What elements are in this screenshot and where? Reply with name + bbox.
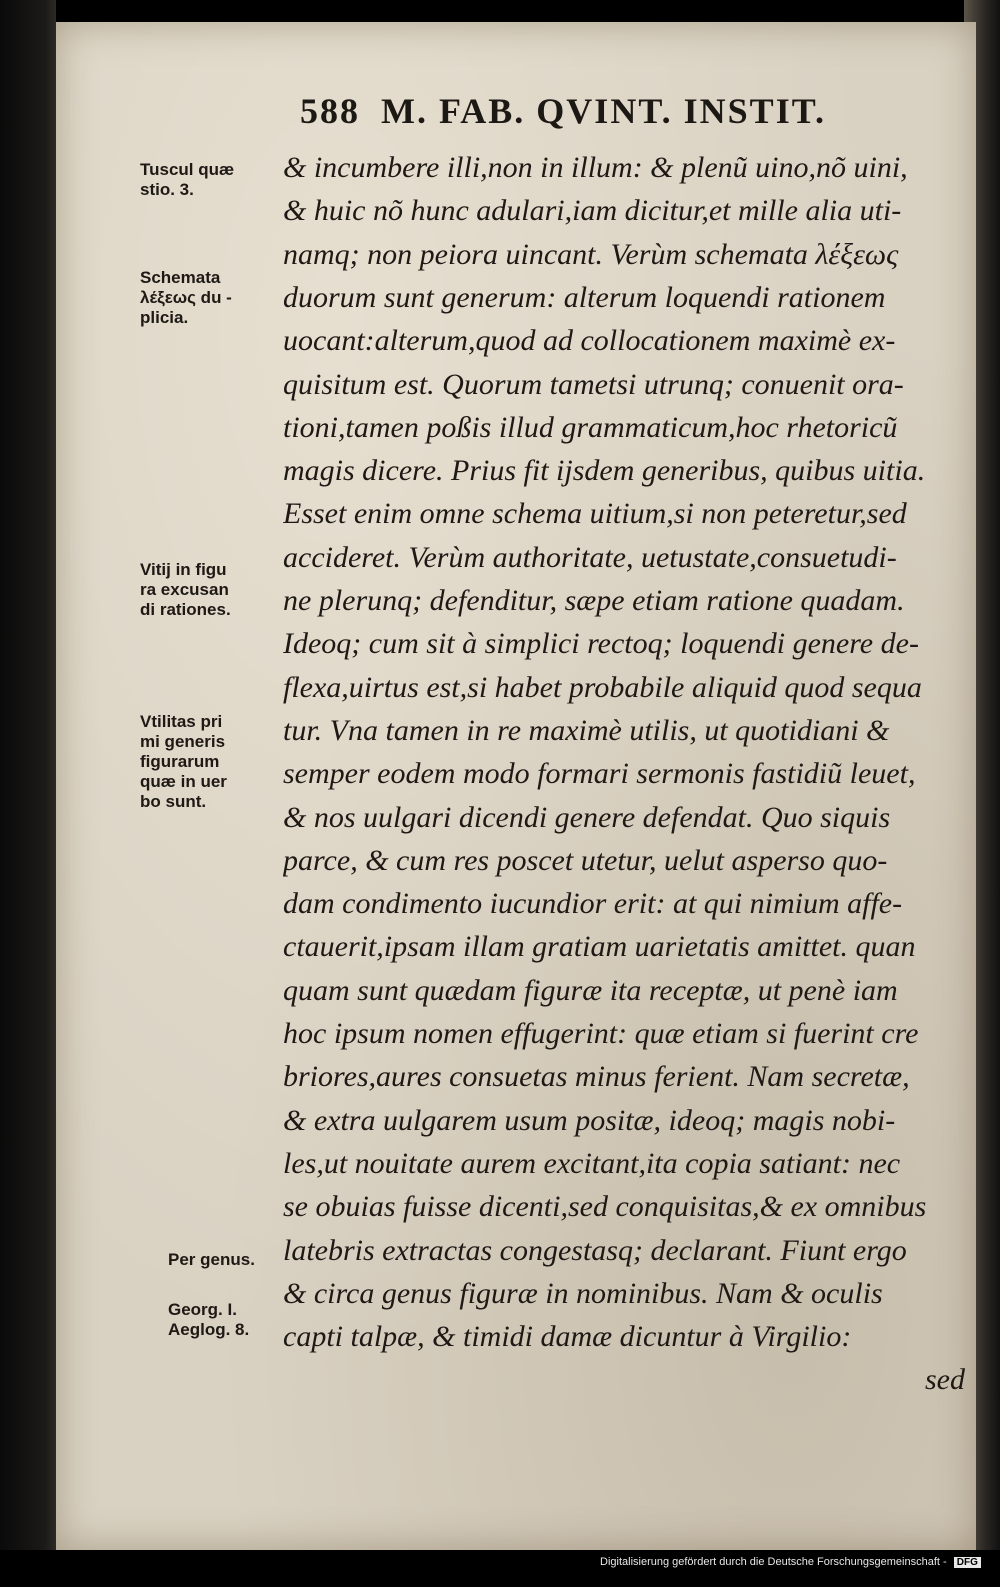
margin-note-line: mi generis xyxy=(140,732,226,751)
margin-note-line: λέξεως du - xyxy=(140,288,232,307)
text-line: & nos uulgari dicendi genere defendat. Quo siquis xyxy=(283,801,891,834)
text-line: sed xyxy=(925,1364,965,1397)
margin-note-line: Vtilitas pri xyxy=(140,712,223,731)
book-left-edge xyxy=(0,0,56,1550)
margin-note-line: plicia. xyxy=(140,308,189,327)
margin-note-line: Tuscul quæ xyxy=(140,160,235,179)
margin-note-line: bo sunt. xyxy=(140,792,207,811)
text-line: latebris extractas congestasq; declarant. Fiunt ergo xyxy=(283,1234,907,1267)
credit-text: Digitalisierung gefördert durch die Deutsche Forschungsgemeinschaft - xyxy=(600,1556,947,1568)
page-header xyxy=(300,90,920,132)
text-line: hoc ipsum nomen effugerint: quæ etiam si fuerint cre xyxy=(283,1018,919,1050)
text-line: semper eodem modo formari sermonis fastidiũ leuet, xyxy=(283,758,916,791)
text-line: quisitum est. Quorum tametsi utrunq; conuenit ora- xyxy=(283,368,904,401)
text-line: ne plerunq; defenditur, sæpe etiam ratione quadam. xyxy=(283,585,905,617)
margin-note-line: ra excusan xyxy=(140,580,229,599)
text-line: & huic nõ hunc adulari,iam dicitur,et mille alia uti- xyxy=(283,195,902,228)
text-line: dam condimento iucundior erit: at qui nimium affe- xyxy=(283,888,903,921)
text-line: uocant:alterum,quod ad collocationem maximè ex- xyxy=(283,325,896,358)
margin-note xyxy=(140,160,290,200)
text-line: tioni,tamen poßis illud grammaticum,hoc rhetoricũ xyxy=(283,411,898,444)
margin-note-line: stio. 3. xyxy=(140,180,194,199)
text-line: & incumbere illi,non in illum: & plenũ uino,nõ uini, xyxy=(283,152,908,184)
digitization-credit xyxy=(600,1556,981,1568)
margin-note-line: quæ in uer xyxy=(140,772,227,791)
text-line: flexa,uirtus est,si habet probabile aliquid quod sequa xyxy=(283,671,922,704)
margin-note-line: Vitij in figu xyxy=(140,560,227,579)
margin-note-line: Georg. I. xyxy=(168,1300,237,1319)
margin-note-line: figurarum xyxy=(140,752,220,771)
running-title: M. FAB. QVINT. INSTIT. xyxy=(381,91,827,131)
dfg-logo: DFG xyxy=(954,1557,981,1568)
text-line: & circa genus figuræ in nominibus. Nam & oculis xyxy=(283,1277,883,1310)
text-line: ctauerit,ipsam illam gratiam uarietatis amittet. quan xyxy=(283,931,916,964)
margin-note-line: Aeglog. 8. xyxy=(168,1320,250,1339)
page-number: 588 xyxy=(300,91,360,131)
text-line: Esset enim omne schema uitium,si non peteretur,sed xyxy=(283,498,907,531)
margin-note-line: Per genus. xyxy=(168,1250,255,1269)
text-line: Ideoq; cum sit à simplici rectoq; loquendi genere de- xyxy=(283,628,919,661)
margin-note-line: di rationes. xyxy=(140,600,231,619)
text-line: namq; non peiora uincant. Verùm schemata λέξεως xyxy=(283,238,899,271)
margin-note xyxy=(168,1250,318,1270)
margin-note xyxy=(140,268,290,328)
text-line: & extra uulgarem usum positæ, ideoq; magis nobi- xyxy=(283,1104,896,1137)
text-line: duorum sunt generum: alterum loquendi rationem xyxy=(283,281,886,314)
margin-note xyxy=(140,560,290,620)
text-line: magis dicere. Prius fit ijsdem generibus, quibus uitia. xyxy=(283,455,926,488)
text-line: se obuias fuisse dicenti,sed conquisitas,& ex omnibus xyxy=(283,1191,927,1224)
margin-note xyxy=(168,1300,318,1340)
text-line: capti talpæ, & timidi damæ dicuntur à Virgilio: xyxy=(283,1321,852,1354)
text-line: tur. Vna tamen in re maximè utilis, ut quotidiani & xyxy=(283,714,890,747)
text-line: les,ut nouitate aurem excitant,ita copia satiant: nec xyxy=(283,1147,901,1180)
margin-note-line: Schemata xyxy=(140,268,221,287)
text-line: parce, & cum res poscet utetur, uelut asperso quo- xyxy=(283,844,888,877)
margin-note xyxy=(140,712,290,812)
text-line: briores,aures consuetas minus ferient. Nam secretæ, xyxy=(283,1061,910,1094)
text-line: accideret. Verùm authoritate, uetustate,consuetudi- xyxy=(283,541,897,574)
text-line: quam sunt quædam figuræ ita receptæ, ut penè iam xyxy=(283,974,898,1007)
